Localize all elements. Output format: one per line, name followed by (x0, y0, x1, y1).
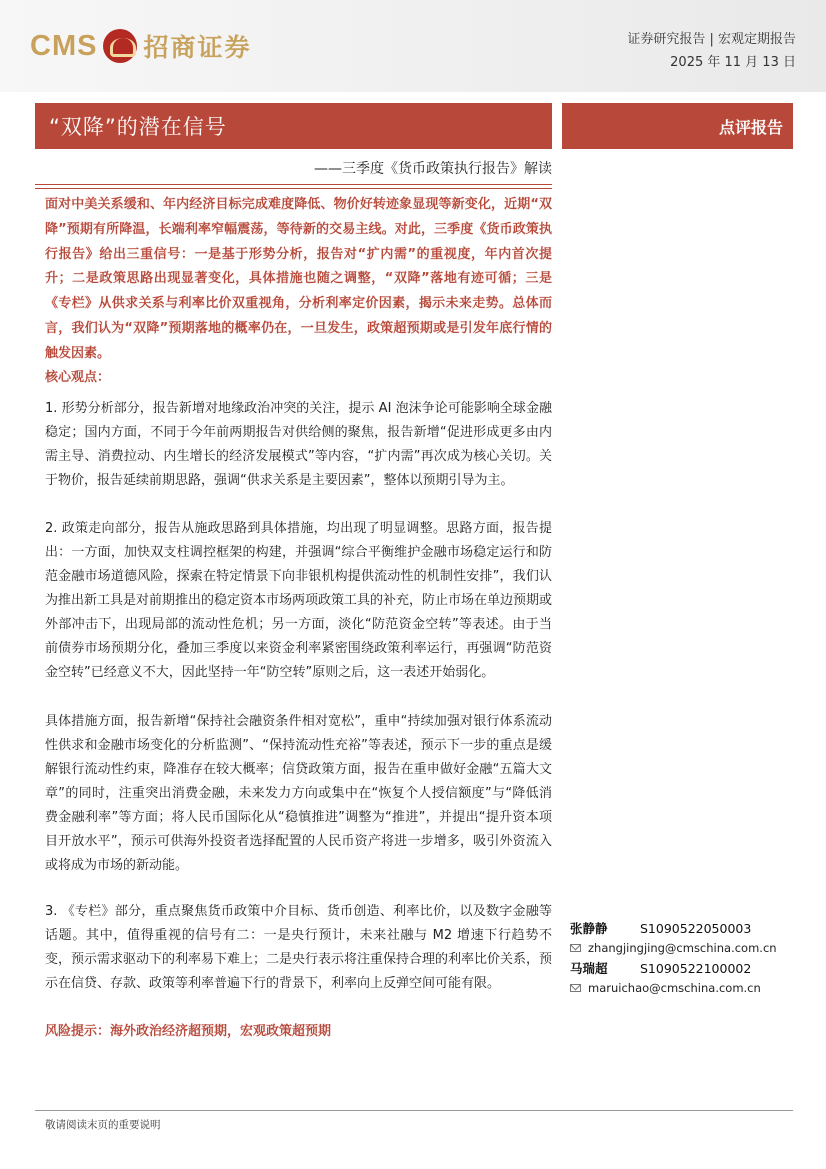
paragraph-4: 3. 《专栏》部分，重点聚焦货币政策中介目标、货币创造、利率比价，以及数字金融等话题。其中，值得重视的信号有二：一是央行预计，未来社融与 M2 增速下行趋势不变，预示需求驱动下的利率易下难上；二是央行表示将注重保持合理的利率比价关系，预示在信贷、存款、政策等利率普遍下行的背景下，利率向上反弹空间可能有限。 (45, 904, 553, 991)
report-type-tag: 点评报告 (718, 118, 783, 137)
header-meta (627, 28, 796, 74)
analyst-code: S1090522100002 (640, 960, 752, 976)
paragraph-1: 1. 形势分析部分，报告新增对地缘政治冲突的关注，提示 AI 泡沫争论可能影响全球金融稳定；国内方面，不同于今年前两期报告对供给侧的聚焦，报告新增“促进形成更多由内需主导、消费拉动、内生增长的经济发展模式”等内容，“扩内需”再次成为核心关切。关于物价，报告延续前期思路，强调“供求关系是主要因素”，整体以预期引导为主。 (45, 401, 552, 488)
logo-badge-icon (103, 29, 137, 63)
title-bar (35, 103, 552, 149)
analyst-code: S1090522050003 (640, 920, 752, 936)
footer-note: 敬请阅读末页的重要说明 (45, 1119, 161, 1131)
summary-paragraph: 面对中美关系缓和、年内经济目标完成难度降低、物价好转迹象显现等新变化，近期“双降”预期有所降温，长端利率窄幅震荡，等待新的交易主线。对此，三季度《货币政策执行报告》给出三重信号：一是基于形势分析，报告对“扩内需”的重视度，年内首次提升；二是政策思路出现显著变化，具体措施也随之调整，“双降”落地有迹可循；三是《专栏》从供求关系与利率比价双重视角，分析利率定价因素，揭示未来走势。总体而言，我们认为“双降”预期落地的概率仍在，一旦发生，政策超预期或是引发年底行情的触发因素。 (45, 197, 552, 361)
analyst-name: 张静静 (570, 921, 608, 936)
page-subtitle: ——三季度《货币政策执行报告》解读 (314, 161, 552, 177)
analyst-list (570, 918, 800, 998)
company-logo (30, 26, 251, 66)
analyst-email-row[interactable] (570, 938, 800, 958)
risk-warning: 风险提示：海外政治经济超预期，宏观政策超预期 (45, 1024, 332, 1039)
divider (35, 184, 552, 185)
mail-icon (570, 984, 581, 992)
analyst-row (570, 958, 800, 978)
logo-text-cn: 招商证券 (143, 33, 252, 62)
report-type-bar (562, 103, 793, 149)
footer-divider (35, 1110, 793, 1111)
core-points-label: 核心观点： (45, 370, 111, 385)
report-date: 2025 年 11 月 13 日 (670, 55, 796, 70)
analyst-email[interactable]: maruichao@cmschina.com.cn (588, 981, 761, 995)
page-title: “双降”的潜在信号 (49, 115, 227, 139)
logo-text-en: CMS (30, 29, 98, 62)
paragraph-2: 2. 政策走向部分，报告从施政思路到具体措施，均出现了明显调整。思路方面，报告提出：一方面，加快双支柱调控框架的构建，并强调“综合平衡维护金融市场稳定运行和防范金融市场道德风险，探索在特定情景下向非银机构提供流动性的机制性安排”，我们认为推出新工具是对前期推出的稳定资本市场两项政策工具的补充，防止市场在单边预期或外部冲击下，出现局部的流动性危机；另一方面，淡化“防范资金空转”等表述。由于当前债券市场预期分化，叠加三季度以来资金利率紧密围绕政策利率运行，再强调“防范资金空转”已经意义不大，因此坚持一年“防空转”原则之后，这一表述开始弱化。 (45, 521, 553, 680)
paragraph-3: 具体措施方面，报告新增“保持社会融资条件相对宽松”，重申“持续加强对银行体系流动性供求和金融市场变化的分析监测”、“保持流动性充裕”等表述，预示下一步的重点是缓解银行流动性约束，降准存在较大概率；信贷政策方面，报告在重申做好金融“五篇大文章”的同时，注重突出消费金融，未来发力方向或集中在“恢复个人授信额度”与“降低消费金融利率”等方面；将人民币国际化从“稳慎推进”调整为“推进”，并提出“提升资本项目开放水平”，预示可供海外投资者选择配置的人民币资产将进一步增多，吸引外资流入或将成为市场的新动能。 (45, 714, 552, 873)
divider (35, 188, 552, 189)
report-category: 证券研究报告 | 宏观定期报告 (627, 32, 796, 47)
analyst-name: 马瑞超 (570, 961, 608, 976)
mail-icon (570, 944, 581, 952)
analyst-row (570, 918, 800, 938)
analyst-email-row[interactable] (570, 978, 800, 998)
analyst-email[interactable]: zhangjingjing@cmschina.com.cn (588, 941, 777, 955)
